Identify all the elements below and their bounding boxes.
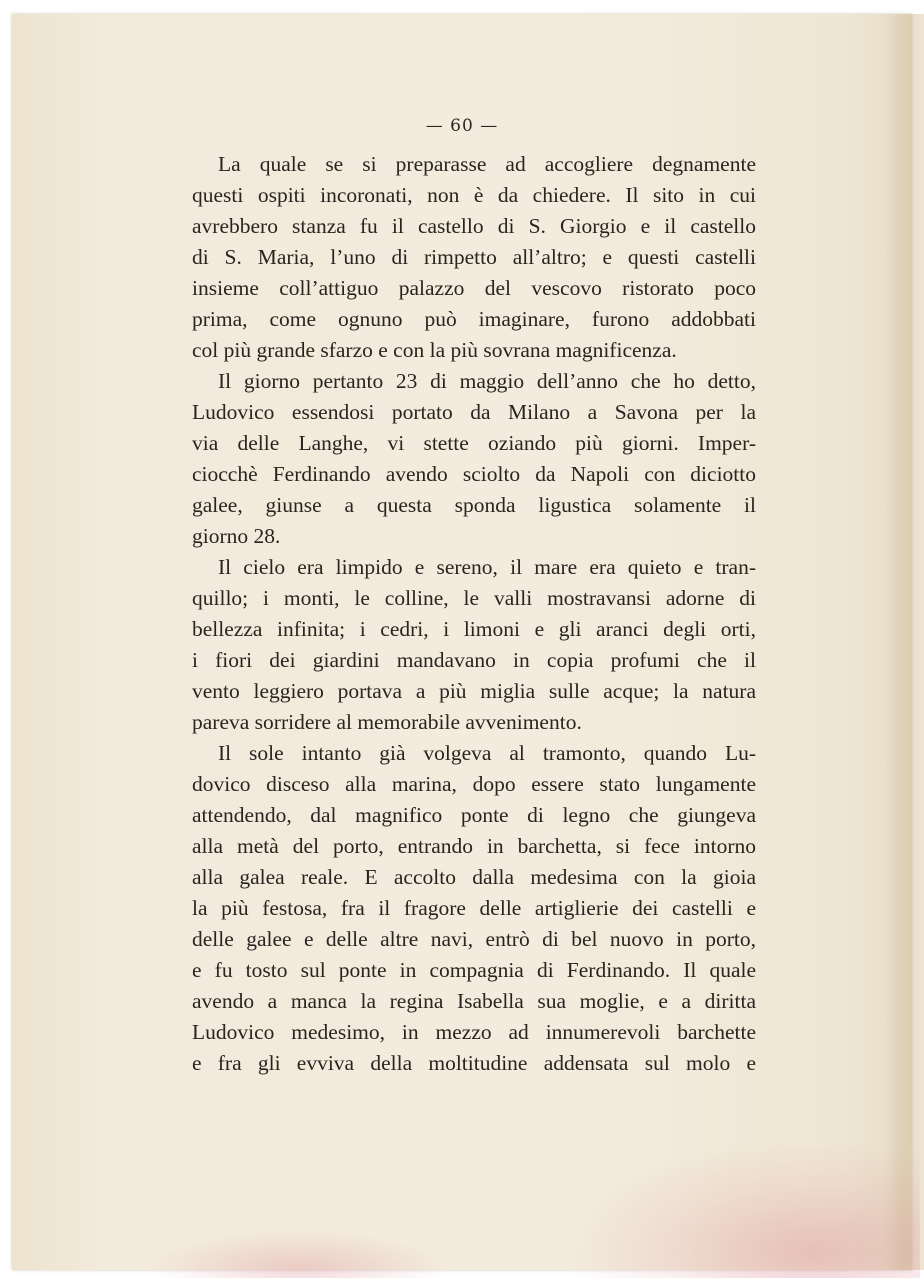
text-line: pareva sorridere al memorabile avvenimento. (192, 710, 582, 734)
text-line: alla metà del porto, entrando in barchetta, si fece intorno (192, 834, 756, 858)
text-line: prima, come ognuno può imaginare, furono addobbati (192, 307, 756, 331)
text-line: ciocchè Ferdinando avendo sciolto da Napoli con diciotto (192, 462, 756, 486)
text-line: col più grande sfarzo e con la più sovrana magnificenza. (192, 338, 677, 362)
text-line: Il cielo era limpido e sereno, il mare era quieto e tran- (218, 555, 756, 579)
foxing-stain-left (150, 1230, 450, 1278)
paragraph (192, 552, 756, 738)
paragraph (192, 366, 756, 552)
text-line: insieme coll’attiguo palazzo del vescovo ristorato poco (192, 276, 756, 300)
text-line: i fiori dei giardini mandavano in copia profumi che il (192, 648, 756, 672)
text-line: la più festosa, fra il fragore delle artiglierie dei castelli e (192, 896, 756, 920)
page-edge-shadow (884, 14, 924, 1270)
text-line: attendendo, dal magnifico ponte di legno che giungeva (192, 803, 756, 827)
paragraph (192, 149, 756, 366)
text-line: questi ospiti incoronati, non è da chiedere. Il sito in cui (192, 183, 756, 207)
text-line: avrebbero stanza fu il castello di S. Giorgio e il castello (192, 214, 756, 238)
text-line: e fu tosto sul ponte in compagnia di Ferdinando. Il quale (192, 958, 756, 982)
text-line: bellezza infinita; i cedri, i limoni e gli aranci degli orti, (192, 617, 756, 641)
text-line: giorno 28. (192, 524, 281, 548)
paragraph (192, 738, 756, 1079)
text-line: dovico disceso alla marina, dopo essere stato lungamente (192, 772, 756, 796)
page-number: — 60 — (425, 116, 499, 136)
foxing-stain (560, 1140, 920, 1278)
text-line: e fra gli evviva della moltitudine addensata sul molo e (192, 1051, 756, 1075)
text-line: Il sole intanto già volgeva al tramonto, quando Lu- (218, 741, 756, 765)
text-line: La quale se si preparasse ad accogliere degnamente (218, 152, 756, 176)
text-line: di S. Maria, l’uno di rimpetto all’altro; e questi castelli (192, 245, 756, 269)
text-line: Il giorno pertanto 23 di maggio dell’anno che ho detto, (218, 369, 756, 393)
body-text (192, 149, 756, 1079)
text-line: Ludovico medesimo, in mezzo ad innumerevoli barchette (192, 1020, 756, 1044)
text-line: vento leggiero portava a più miglia sulle acque; la natura (192, 679, 756, 703)
text-line: quillo; i monti, le colline, le valli mostravansi adorne di (192, 586, 756, 610)
text-line: galee, giunse a questa sponda ligustica solamente il (192, 493, 756, 517)
text-line: via delle Langhe, vi stette oziando più giorni. Imper- (192, 431, 756, 455)
text-line: alla galea reale. E accolto dalla medesima con la gioia (192, 865, 756, 889)
text-line: delle galee e delle altre navi, entrò di bel nuovo in porto, (192, 927, 756, 951)
text-line: avendo a manca la regina Isabella sua moglie, e a diritta (192, 989, 756, 1013)
text-line: Ludovico essendosi portato da Milano a Savona per la (192, 400, 756, 424)
